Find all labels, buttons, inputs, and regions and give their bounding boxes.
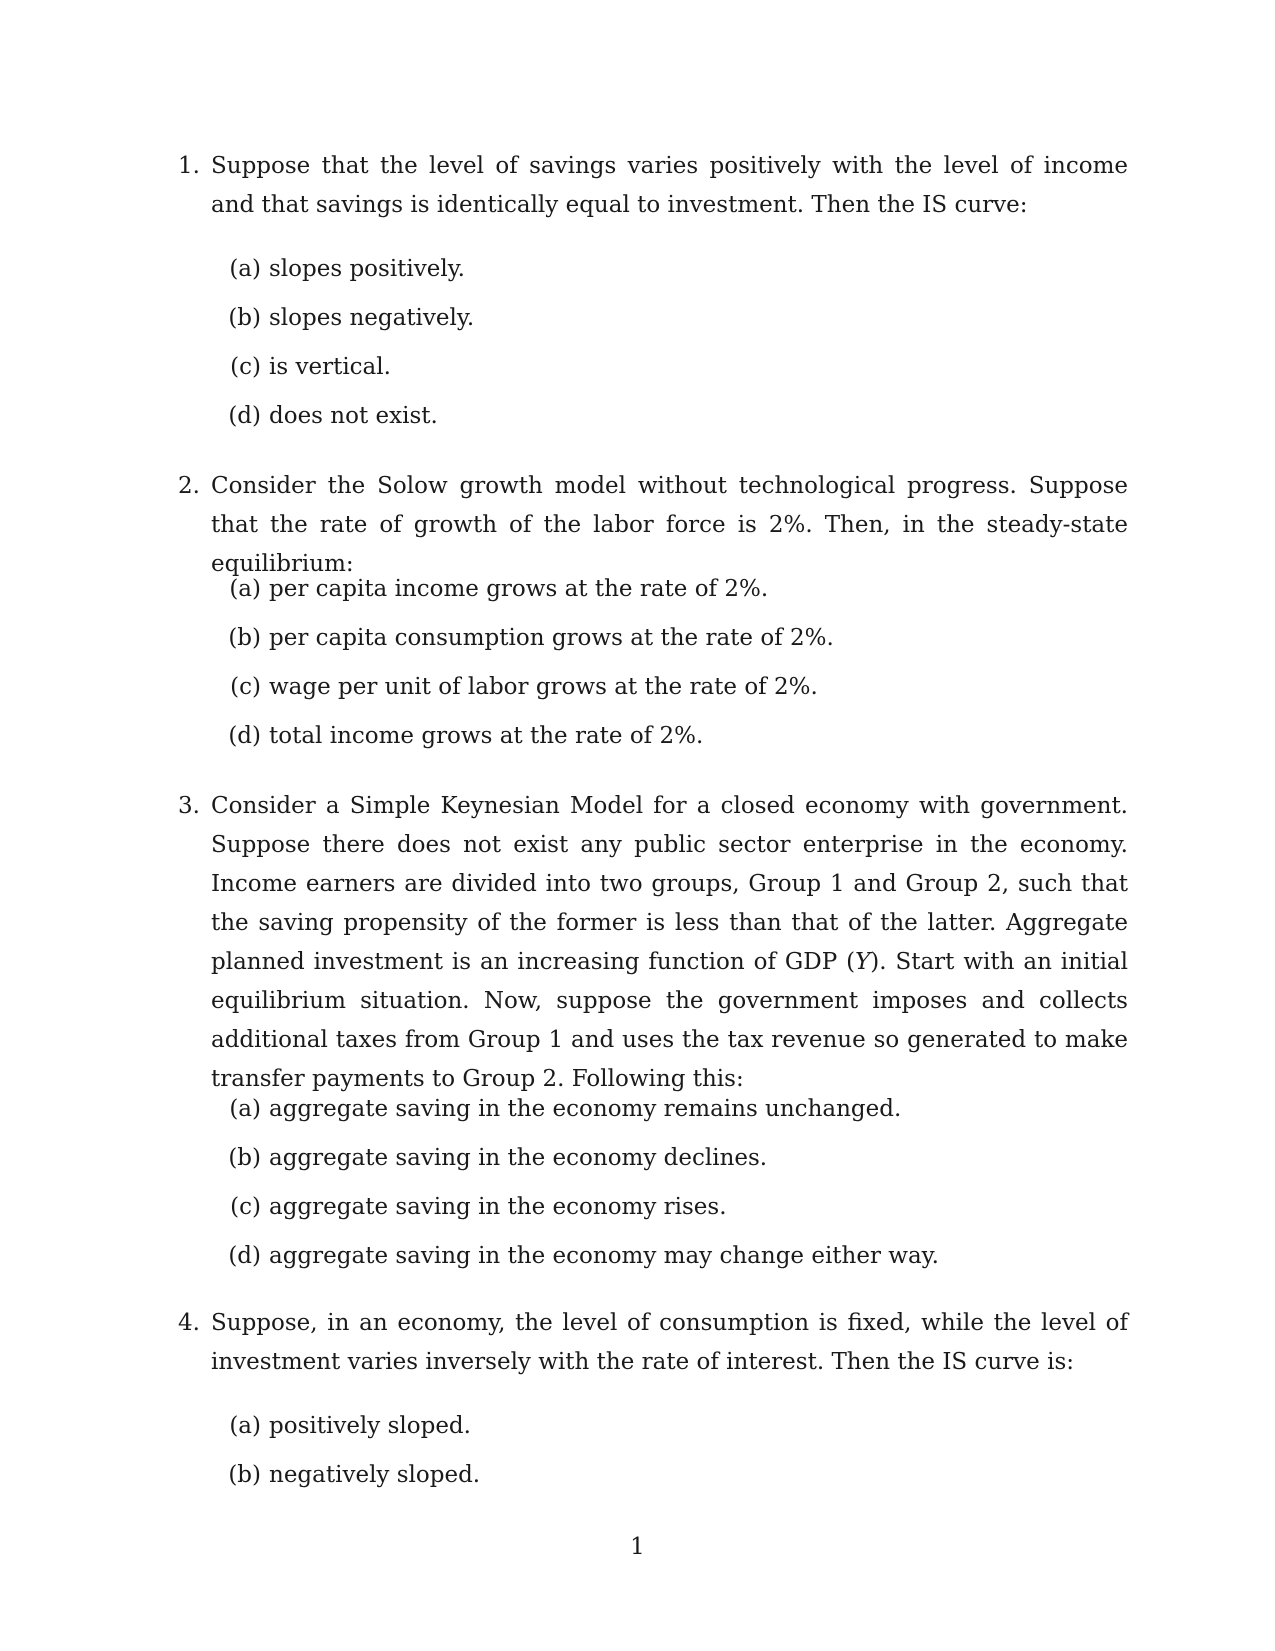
question-2 <box>178 467 1128 584</box>
option-label: (a) <box>229 576 261 602</box>
question-3 <box>178 787 1128 1099</box>
option-label: (a) <box>229 1096 261 1122</box>
option-label: (b) <box>228 305 261 331</box>
option-label: (c) <box>230 1194 261 1220</box>
option-a <box>217 256 465 282</box>
option-text: slopes positively. <box>269 256 465 282</box>
option-text: aggregate saving in the economy declines. <box>269 1145 768 1171</box>
question-text-part: ). Start with an initial equilibrium situation. Now, suppose the government imposes and collects additional taxes from Group 1 and uses the tax revenue so generated to make transfer payments to Group 2. Following this: <box>211 949 1129 1092</box>
option-text: slopes negatively. <box>269 305 475 331</box>
option-text: negatively sloped. <box>269 1462 481 1488</box>
option-b <box>217 1145 767 1171</box>
page-number: 1 <box>630 1534 645 1560</box>
option-d <box>217 403 438 429</box>
option-c <box>217 354 391 380</box>
question-4 <box>178 1304 1128 1382</box>
question-number: 3. <box>178 793 200 819</box>
option-text: is vertical. <box>269 354 391 380</box>
option-text: aggregate saving in the economy rises. <box>269 1194 727 1220</box>
question-text: Suppose, in an economy, the level of consumption is fixed, while the level of investment varies inversely with the rate of interest. Then the IS curve is: <box>211 1310 1128 1375</box>
option-text: aggregate saving in the economy may change either way. <box>269 1243 939 1269</box>
option-label: (c) <box>230 354 261 380</box>
option-b <box>217 305 474 331</box>
question-number: 4. <box>178 1310 200 1336</box>
option-b <box>217 625 834 651</box>
question-text: Suppose that the level of savings varies positively with the level of income and that savings is identically equal to investment. Then the IS curve: <box>211 153 1128 218</box>
option-a <box>217 576 768 602</box>
option-text: per capita consumption grows at the rate of 2%. <box>269 625 834 651</box>
option-d <box>217 723 703 749</box>
question-1 <box>178 147 1128 225</box>
option-c <box>217 674 818 700</box>
option-label: (d) <box>228 403 261 429</box>
question-text: Consider the Solow growth model without technological progress. Suppose that the rate of growth of the labor force is 2%. Then, in the steady-state equilibrium: <box>211 473 1128 577</box>
question-number: 1. <box>178 153 200 179</box>
option-text: does not exist. <box>269 403 438 429</box>
math-variable: Y <box>855 949 871 975</box>
option-text: total income grows at the rate of 2%. <box>269 723 704 749</box>
option-label: (a) <box>229 1413 261 1439</box>
question-number: 2. <box>178 473 200 499</box>
option-label: (b) <box>228 1462 261 1488</box>
option-a <box>217 1413 471 1439</box>
option-text: positively sloped. <box>269 1413 471 1439</box>
option-text: per capita income grows at the rate of 2%. <box>269 576 769 602</box>
option-b <box>217 1462 480 1488</box>
question-text-part: Consider a Simple Keynesian Model for a closed economy with government. Suppose there does not exist any public sector enterprise in the economy. Income earners are divided into two groups, Group 1 and Group 2, such that the saving propensity of the former is less than that of the latter. Aggregate planned investment is an increasing function of GDP ( <box>211 793 1128 975</box>
option-text: wage per unit of labor grows at the rate of 2%. <box>269 674 818 700</box>
option-text: aggregate saving in the economy remains unchanged. <box>269 1096 902 1122</box>
option-label: (b) <box>228 1145 261 1171</box>
option-label: (b) <box>228 625 261 651</box>
option-label: (c) <box>230 674 261 700</box>
question-text <box>211 787 1128 1099</box>
option-c <box>217 1194 727 1220</box>
option-a <box>217 1096 901 1122</box>
option-label: (d) <box>228 1243 261 1269</box>
option-label: (d) <box>228 723 261 749</box>
option-d <box>217 1243 939 1269</box>
option-label: (a) <box>229 256 261 282</box>
